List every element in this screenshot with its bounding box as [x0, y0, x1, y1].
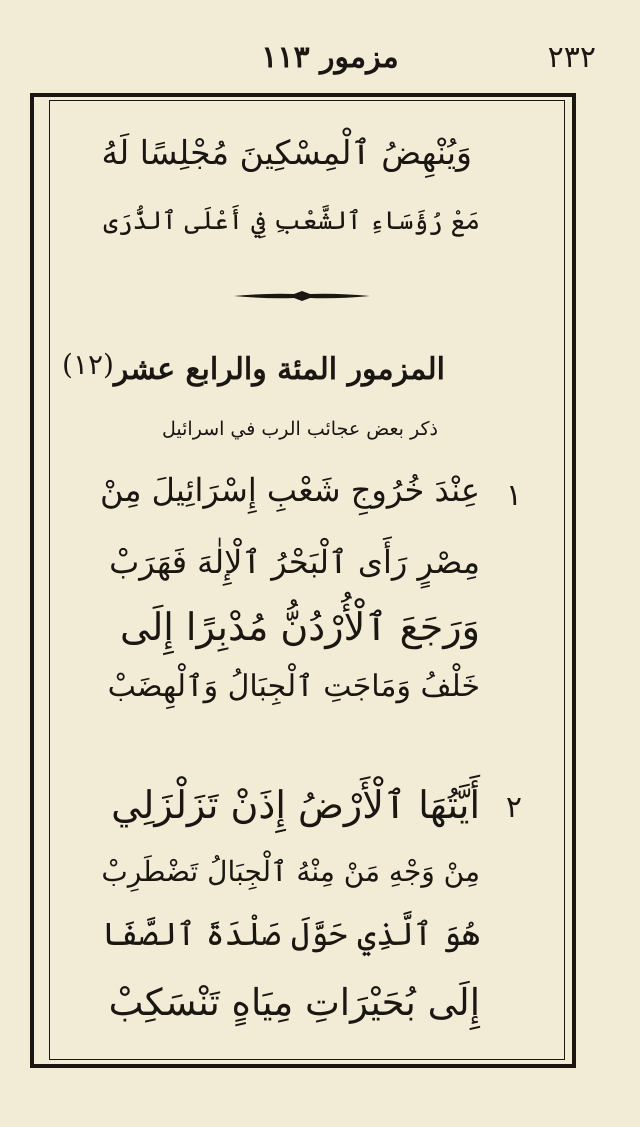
verse-line: هُوَ ٱلَّذِي حَوَّلَ صَلْدَةَ ٱلصَّفَا [101, 915, 480, 953]
psalm-subtitle: ذكر بعض عجائب الرب في اسرائيل [162, 418, 438, 440]
ornament-divider [232, 288, 372, 304]
opening-line-1: وَيُنْهِضُ ٱلْمِسْكِينَ مُجْلِسًا لَهُ [101, 133, 472, 172]
verse-line: عِنْدَ خُرُوجِ شَعْبِ إِسْرَائِيلَ مِنْ [100, 471, 480, 509]
verse-line: خَلْفُ وَمَاجَتِ ٱلْجِبَالُ وَٱلْهِضَبْ [107, 669, 480, 704]
verse-line: أَيَّتُهَا ٱلْأَرْضُ إِذَنْ تَزَلْزَلِي [111, 783, 480, 827]
verse-line: مِصْرٍ رَأَى ٱلْبَحْرُ ٱلْإِلٰهَ فَهَرَبْ [109, 543, 480, 581]
verse-line: إِلَى بُحَيْرَاتِ مِيَاهٍ تَنْسَكِبْ [108, 981, 480, 1024]
page-number: ٢٣٢ [547, 40, 596, 75]
verse-line: مِنْ وَجْهِ مَنْ مِنْهُ ٱلْجِبَالُ تَضْطَرِبْ [101, 855, 480, 888]
stanza-number: ١ [505, 478, 522, 513]
stanza-number: ٢ [505, 790, 522, 825]
running-head: مزمور ١١٣ [261, 40, 399, 75]
psalm-title: المزمور المئة والرابع عشر [113, 352, 445, 387]
opening-line-2: مَعْ رُؤَسَاءِ ٱلشَّعْبِ فِي أَعْلَى ٱلذُّرَى [103, 206, 480, 235]
verse-line: وَرَجَعَ ٱلْأُرْدُنُّ مُدْبِرًا إِلَى [120, 605, 480, 649]
psalm-number: (١٢) [62, 348, 114, 381]
